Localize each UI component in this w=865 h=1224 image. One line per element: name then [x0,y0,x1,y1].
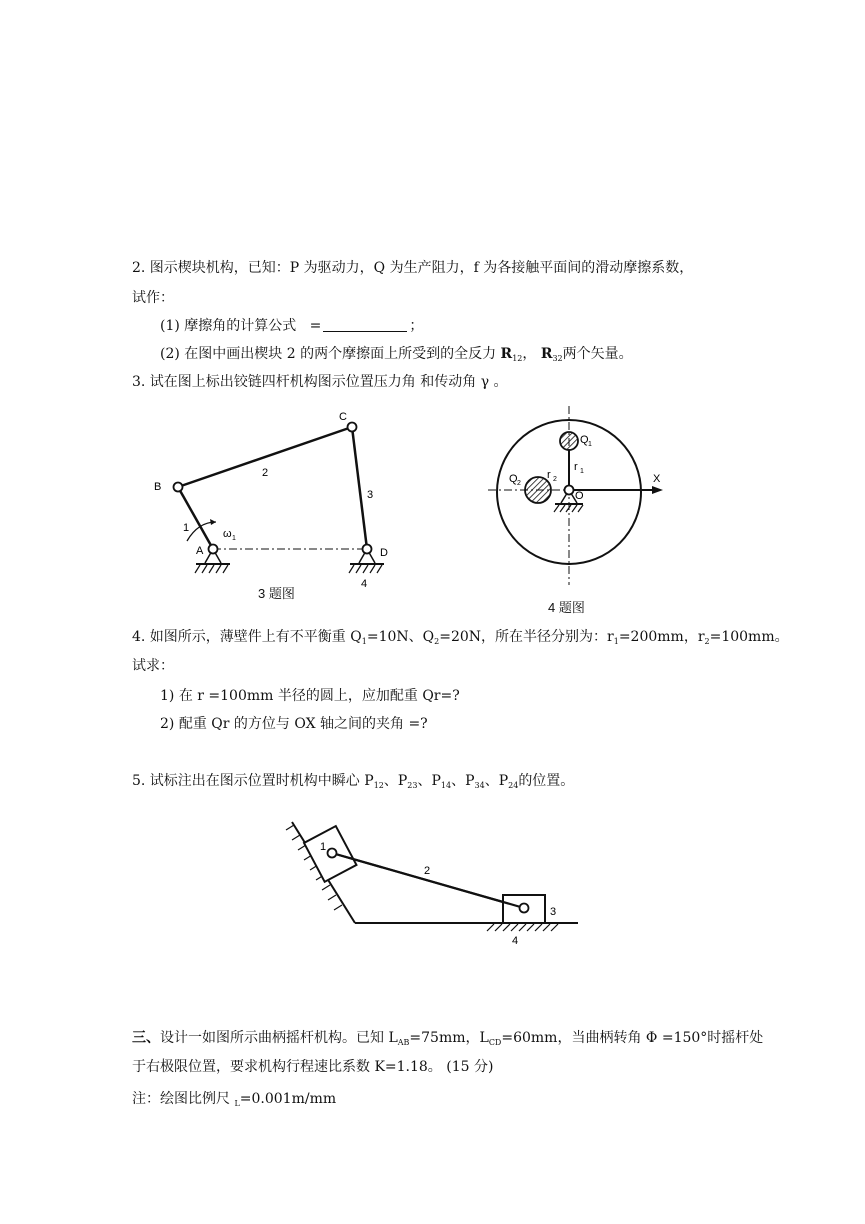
link-3 [352,427,367,549]
note-text-b: =0.001m/mm [239,1091,337,1107]
q5-text-d: 、P [451,773,475,789]
label-1: 1 [320,841,327,853]
q3-text: 3. 试在图上标出铰链四杆机构图示位置压力角 和传动角 γ 。 [132,374,508,390]
q2-item1-text: (1) 摩擦角的计算公式 [160,318,297,334]
q4-sub-2: 2 [434,637,440,646]
s3-text-c: =60mm，当曲柄转角 Φ =150°时摇杆处 [501,1030,764,1046]
note-text-a: 注：绘图比例尺 [132,1091,235,1107]
q5-text-e: 、P [484,773,509,789]
q5-text-c: 、P [417,773,441,789]
q5-text [132,771,574,796]
joint-c [348,423,357,432]
q4-sub-4: 2 [704,637,710,646]
q2-item1-eq: = [309,318,322,334]
label-omega: ω [223,528,232,540]
joint-b [174,483,183,492]
q4-item1: 1) 在 r =100mm 半径的圆上，应加配重 Qr=? [160,688,460,704]
figure4-caption: 4 题图 [548,600,585,615]
q2-item2-text: (2) 在图中画出楔块 2 的两个摩擦面上所受到的全反力 [160,346,497,362]
r32-symbol: R [540,346,553,362]
label-r2-sub: 2 [553,476,557,483]
label-omega-sub: 1 [232,535,236,542]
label-r1: r [574,461,578,473]
q4-line1 [132,627,789,652]
label-a: A [196,545,204,557]
q4-text-b: =10N、Q [366,629,435,645]
label-c: C [339,411,347,423]
label-d: D [380,547,388,559]
q5-sub-5: 24 [508,781,519,790]
label-2: 2 [424,865,431,877]
label-3: 3 [550,906,557,918]
q5-sub-1: 12 [373,781,384,790]
q2-sep: ， [522,346,537,362]
answer-blank[interactable] [323,317,407,332]
q5-text-a: 5. 试标注出在图示位置时机构中瞬心 P [132,773,374,789]
q5-sub-3: 14 [440,781,452,790]
pin-1 [328,849,337,858]
q2-item1-end: ； [409,318,424,334]
q2-intro-cont: 试作： [132,290,174,306]
four-bar-linkage-figure [150,410,410,595]
section-three-line1 [132,1028,763,1053]
rotor-figure [480,400,680,600]
joint-d [363,545,372,554]
omega-arrow [187,522,216,541]
r32-sub: 32 [552,354,563,363]
label-4: 4 [512,935,519,947]
q2-item2 [160,344,633,369]
section-three-line2: 于右极限位置，要求机构行程速比系数 K=1.18。 (15 分) [132,1059,494,1075]
r12-symbol: R [500,346,513,362]
q4-sub-1: 1 [361,637,367,646]
q4-text-d: =200mm，r [618,629,705,645]
label-b: B [154,481,162,493]
section-three-note [132,1089,336,1114]
label-x: X [653,473,661,485]
q2-item2-suffix: 两个矢量。 [562,346,633,362]
q2-item1 [160,316,423,336]
label-link-2: 2 [262,467,269,479]
figure3-caption: 3 题图 [258,586,295,601]
r12-sub: 12 [512,354,523,363]
q5-text-f: 的位置。 [518,773,575,789]
note-sub: L [234,1099,240,1108]
q4-line2: 试求： [132,658,174,674]
label-link-3: 3 [367,489,374,501]
q5-sub-2: 23 [407,781,418,790]
q4-text-a: 4. 如图所示，薄壁件上有不平衡重 Q [132,629,362,645]
label-q2: Q [509,473,518,485]
label-q1-sub: 1 [588,441,592,448]
slider-mechanism-figure [280,810,590,950]
label-q1: Q [580,434,589,446]
s3-sub-cd: CD [488,1038,502,1047]
q5-sub-4: 34 [474,781,485,790]
ox-arrowhead [652,486,663,494]
omega-arrowhead [210,519,216,525]
label-link-4: 4 [361,578,368,590]
center-joint [565,486,574,495]
s3-text-b: =75mm，L [409,1030,489,1046]
pin-3 [520,904,529,913]
label-r1-sub: 1 [580,468,584,475]
section-three-heading: 三、 [132,1030,160,1046]
q4-text-e: =100mm。 [709,629,789,645]
label-link-1: 1 [183,522,190,534]
horizontal-guide-hatch [487,924,558,931]
label-r2: r [547,469,551,481]
q5-text-b: 、P [383,773,408,789]
mass-q1 [560,432,578,450]
q2-intro: 2. 图示楔块机构，已知：P 为驱动力，Q 为生产阻力，f 为各接触平面间的滑动摩擦系数， [132,260,694,276]
q4-sub-3: 1 [613,637,619,646]
link-1 [178,487,213,549]
coupler-2-front [332,853,524,908]
q4-text-c: =20N，所在半径分别为：r [439,629,614,645]
s3-sub-ab: AB [397,1038,410,1047]
label-q2-sub: 2 [517,480,521,487]
label-o: O [575,490,584,502]
joint-a [209,545,218,554]
q4-item2: 2) 配重 Qr 的方位与 OX 轴之间的夹角 =? [160,716,428,732]
s3-text-a: 设计一如图所示曲柄摇杆机构。已知 L [160,1030,398,1046]
